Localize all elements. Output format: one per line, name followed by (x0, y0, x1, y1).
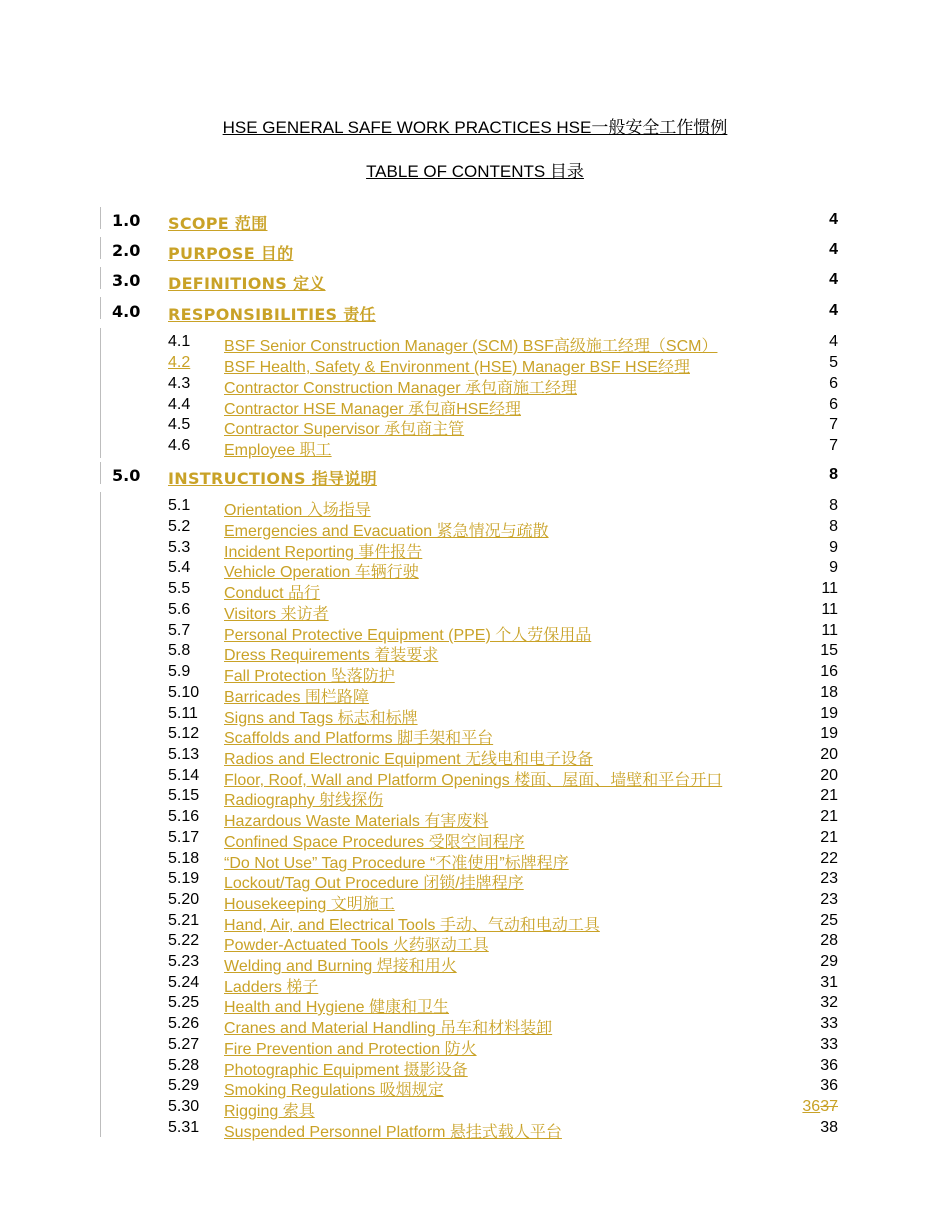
toc-entry-number: 5.31 (168, 1119, 200, 1136)
toc-entry-link[interactable]: Incident Reporting 事件报告 (224, 544, 423, 561)
toc-entry-page: 15 (820, 642, 838, 659)
toc-entry-page: 36 (820, 1077, 838, 1094)
toc-subsection-entry[interactable] (0, 870, 950, 891)
toc-subsection-entry[interactable] (0, 1036, 950, 1057)
toc-subsection-entry[interactable] (0, 725, 950, 746)
toc-entry-link[interactable]: Visitors 来访者 (224, 606, 329, 623)
toc-entry-number: 5.22 (168, 932, 200, 949)
toc-entry-number: 5.7 (168, 622, 191, 639)
toc-entry-number: 5.29 (168, 1077, 200, 1094)
toc-entry-link[interactable]: Signs and Tags 标志和标牌 (224, 710, 418, 727)
toc-subsection-entry[interactable] (0, 787, 950, 808)
toc-entry-page: 38 (820, 1119, 838, 1136)
toc-subsection-entry[interactable] (0, 850, 950, 871)
toc-entry-link[interactable]: Lockout/Tag Out Procedure 闭锁/挂牌程序 (224, 875, 524, 892)
toc-entry-page: 21 (820, 787, 838, 804)
toc-entry-number: 5.13 (168, 746, 200, 763)
toc-subsection-entry[interactable] (0, 354, 950, 375)
toc-entry-link[interactable]: DEFINITIONS 定义 (168, 274, 326, 293)
toc-entry-page: 7 (829, 437, 838, 454)
toc-entry-number: 5.17 (168, 829, 200, 846)
toc-entry-number: 5.26 (168, 1015, 200, 1032)
toc-entry-page: 9 (829, 539, 838, 556)
toc-subsection-entry[interactable] (0, 1015, 950, 1036)
toc-entry-link[interactable]: Dress Requirements 着装要求 (224, 647, 439, 664)
toc-subsection-entry[interactable] (0, 767, 950, 788)
toc-entry-number: 5.2 (168, 518, 191, 535)
toc-entry-number: 4.6 (168, 437, 191, 454)
toc-entry-number: 5.8 (168, 642, 191, 659)
toc-entry-page: 8 (829, 497, 838, 514)
toc-entry-page: 25 (820, 912, 838, 929)
toc-entry-page: 11 (821, 580, 838, 597)
toc-entry-page: 6 (829, 396, 838, 413)
toc-entry-number: 5.3 (168, 539, 191, 556)
toc-entry-number: 2.0 (112, 241, 141, 260)
toc-entry-number: 5.16 (168, 808, 200, 825)
toc-entry-number: 5.4 (168, 559, 191, 576)
toc-section-entry[interactable] (0, 271, 950, 292)
toc-entry-number: 5.24 (168, 974, 200, 991)
toc-entry-number: 5.1 (168, 497, 191, 514)
toc-entry-number: 3.0 (112, 271, 141, 290)
toc-entry-link[interactable]: Orientation 入场指导 (224, 502, 371, 519)
toc-entry-page: 11 (821, 601, 838, 618)
toc-entry-number: 5.0 (112, 466, 141, 485)
toc-entry-link[interactable]: Suspended Personnel Platform 悬挂式载人平台 (224, 1124, 562, 1141)
toc-entry-link[interactable]: Ladders 梯子 (224, 979, 319, 996)
toc-entry-link[interactable]: Rigging 索具 (224, 1103, 315, 1120)
toc-entry-number: 5.20 (168, 891, 200, 908)
toc-entry-link[interactable]: Smoking Regulations 吸烟规定 (224, 1082, 444, 1099)
toc-entry-link[interactable]: Fire Prevention and Protection 防火 (224, 1041, 477, 1058)
toc-entry-number: 1.0 (112, 211, 141, 230)
toc-entry-link[interactable]: Cranes and Material Handling 吊车和材料装卸 (224, 1020, 553, 1037)
toc-entry-page: 4 (829, 211, 838, 228)
toc-subsection-entry[interactable] (0, 932, 950, 953)
toc-section-entry[interactable] (0, 302, 950, 323)
toc-entry-number: 5.27 (168, 1036, 200, 1053)
toc-entry-page: 23 (820, 891, 838, 908)
toc-entry-page: 4 (829, 271, 838, 288)
toc-entry-page: 22 (820, 850, 838, 867)
toc-entry-link[interactable]: Health and Hygiene 健康和卫生 (224, 999, 449, 1016)
toc-entry-link[interactable]: Radios and Electronic Equipment 无线电和电子设备 (224, 751, 594, 768)
toc-entry-link[interactable]: Vehicle Operation 车辆行驶 (224, 564, 419, 581)
toc-subsection-entry[interactable] (0, 974, 950, 995)
toc-entry-page: 20 (820, 746, 838, 763)
toc-subsection-entry[interactable] (0, 953, 950, 974)
toc-entry-number: 5.30 (168, 1098, 200, 1115)
toc-entry-link[interactable]: Hand, Air, and Electrical Tools 手动、气动和电动工具 (224, 917, 600, 934)
toc-section-entry[interactable] (0, 241, 950, 262)
toc-entry-number: 5.12 (168, 725, 200, 742)
toc-entry-number: 4.5 (168, 416, 191, 433)
toc-subsection-entry[interactable] (0, 416, 950, 437)
toc-entry-number: 5.15 (168, 787, 200, 804)
toc-subsection-entry[interactable] (0, 684, 950, 705)
toc-entry-page: 4 (829, 302, 838, 319)
toc-entry-page: 9 (829, 559, 838, 576)
toc-entry-page: 11 (821, 622, 838, 639)
toc-title: TABLE OF CONTENTS 目录 (366, 162, 584, 181)
toc-subsection-entry[interactable] (0, 829, 950, 850)
toc-subsection-entry[interactable] (0, 1057, 950, 1078)
toc-subsection-entry[interactable] (0, 518, 950, 539)
toc-entry-number: 5.11 (168, 705, 198, 722)
toc-entry-number: 5.6 (168, 601, 191, 618)
toc-entry-link[interactable]: INSTRUCTIONS 指导说明 (168, 469, 377, 488)
toc-entry-number: 5.5 (168, 580, 191, 597)
toc-entry-page: 33 (820, 1015, 838, 1032)
toc-entry-page: 8 (829, 466, 838, 483)
toc-entry-page (802, 1098, 838, 1116)
toc-entry-link[interactable]: Floor, Roof, Wall and Platform Openings 楼面、屋面、墙壁和平台开口 (224, 772, 723, 789)
toc-subsection-entry[interactable] (0, 396, 950, 417)
toc-entry-link[interactable]: SCOPE 范围 (168, 214, 268, 233)
toc-entry-page-inserted: 36 (802, 1098, 821, 1115)
toc-subsection-entry[interactable] (0, 1119, 950, 1140)
toc-subsection-entry[interactable] (0, 642, 950, 663)
toc-entry-number: 5.21 (168, 912, 200, 929)
toc-entry-page: 5 (829, 354, 838, 371)
toc-subsection-entry[interactable] (0, 663, 950, 684)
toc-entry-link[interactable]: Housekeeping 文明施工 (224, 896, 395, 913)
toc-entry-number: 5.9 (168, 663, 191, 680)
toc-entry-link[interactable]: Employee 职工 (224, 442, 332, 459)
toc-entry-link[interactable]: Confined Space Procedures 受限空间程序 (224, 834, 525, 851)
toc-entry-link[interactable]: Contractor Supervisor 承包商主管 (224, 421, 465, 438)
toc-entry-page: 21 (820, 808, 838, 825)
toc-entry-page: 21 (820, 829, 838, 846)
toc-subsection-entry[interactable] (0, 580, 950, 601)
toc-entry-link[interactable]: Fall Protection 坠落防护 (224, 668, 395, 685)
toc-entry-page: 7 (829, 416, 838, 433)
toc-entry-page: 23 (820, 870, 838, 887)
toc-entry-number: 5.23 (168, 953, 200, 970)
toc-entry-page: 18 (820, 684, 838, 701)
toc-entry-page: 16 (820, 663, 838, 680)
toc-entry-number: 4.0 (112, 302, 141, 321)
toc-subsection-entry[interactable] (0, 1098, 950, 1119)
toc-entry-number: 5.28 (168, 1057, 200, 1074)
toc-entry-number: 4.4 (168, 396, 191, 413)
toc-entry-number: 5.14 (168, 767, 200, 784)
toc-subsection-entry[interactable] (0, 912, 950, 933)
toc-subsection-entry[interactable] (0, 808, 950, 829)
toc-entry-link[interactable]: Barricades 围栏路障 (224, 689, 369, 706)
toc-entry-page: 19 (820, 725, 838, 742)
toc-entry-link[interactable]: Powder-Actuated Tools 火药驱动工具 (224, 937, 489, 954)
toc-entry-page: 32 (820, 994, 838, 1011)
toc-entry-link[interactable]: RESPONSIBILITIES 责任 (168, 305, 376, 324)
toc-entry-link[interactable]: BSF Health, Safety & Environment (HSE) Manager BSF HSE经理 (224, 359, 690, 376)
toc-subsection-entry[interactable] (0, 994, 950, 1015)
toc-entry-page: 36 (820, 1057, 838, 1074)
toc-entry-link[interactable]: Conduct 品行 (224, 585, 321, 602)
toc-subsection-entry[interactable] (0, 539, 950, 560)
toc-entry-link[interactable]: Contractor HSE Manager 承包商HSE经理 (224, 401, 521, 418)
toc-entry-page: 28 (820, 932, 838, 949)
toc-entry-link[interactable]: “Do Not Use” Tag Procedure “不准使用”标牌程序 (224, 855, 569, 872)
toc-subsection-entry[interactable] (0, 497, 950, 518)
toc-entry-page: 31 (820, 974, 838, 991)
toc-entry-page: 6 (829, 375, 838, 392)
toc-entry-link[interactable]: Hazardous Waste Materials 有害废料 (224, 813, 489, 830)
toc-entry-number: 4.3 (168, 375, 191, 392)
toc-subsection-entry[interactable] (0, 891, 950, 912)
toc-entry-page: 4 (829, 333, 838, 350)
toc-entry-number: 5.10 (168, 684, 200, 701)
toc-subsection-entry[interactable] (0, 601, 950, 622)
toc-subsection-entry[interactable] (0, 375, 950, 396)
toc-subsection-entry[interactable] (0, 559, 950, 580)
toc-section-entry[interactable] (0, 466, 950, 487)
toc-entry-link[interactable]: Welding and Burning 焊接和用火 (224, 958, 457, 975)
toc-entry-link[interactable]: Emergencies and Evacuation 紧急情况与疏散 (224, 523, 549, 540)
toc-subsection-entry[interactable] (0, 333, 950, 354)
toc-entry-number: 4.1 (168, 333, 191, 350)
toc-subsection-entry[interactable] (0, 437, 950, 458)
toc-entry-page: 33 (820, 1036, 838, 1053)
toc-entry-page: 19 (820, 705, 838, 722)
toc-entry-page: 4 (829, 241, 838, 258)
toc-entry-link[interactable]: Radiography 射线探伤 (224, 792, 384, 809)
toc-entry-link[interactable]: Photographic Equipment 摄影设备 (224, 1062, 468, 1079)
toc-entry-link[interactable]: Personal Protective Equipment (PPE) 个人劳保用品 (224, 627, 592, 644)
toc-entry-page: 29 (820, 953, 838, 970)
toc-subsection-entry[interactable] (0, 622, 950, 643)
toc-entry-number: 4.2 (168, 354, 191, 371)
toc-entry-number: 5.18 (168, 850, 200, 867)
toc-subsection-entry[interactable] (0, 746, 950, 767)
toc-entry-page: 8 (829, 518, 838, 535)
toc-entry-number: 5.19 (168, 870, 200, 887)
toc-entry-number: 5.25 (168, 994, 200, 1011)
toc-section-entry[interactable] (0, 211, 950, 232)
toc-subsection-entry[interactable] (0, 705, 950, 726)
toc-entry-link[interactable]: BSF Senior Construction Manager (SCM) BSF高级施工经理（SCM） (224, 338, 718, 355)
toc-entry-link[interactable]: Contractor Construction Manager 承包商施工经理 (224, 380, 578, 397)
toc-entry-page: 20 (820, 767, 838, 784)
toc-entry-link[interactable]: PURPOSE 目的 (168, 244, 294, 263)
toc-subsection-entry[interactable] (0, 1077, 950, 1098)
toc-entry-link[interactable]: Scaffolds and Platforms 脚手架和平台 (224, 730, 494, 747)
document-title: HSE GENERAL SAFE WORK PRACTICES HSE一般安全工作惯例 (222, 118, 728, 137)
toc-entry-page-deleted: 37 (820, 1098, 838, 1115)
